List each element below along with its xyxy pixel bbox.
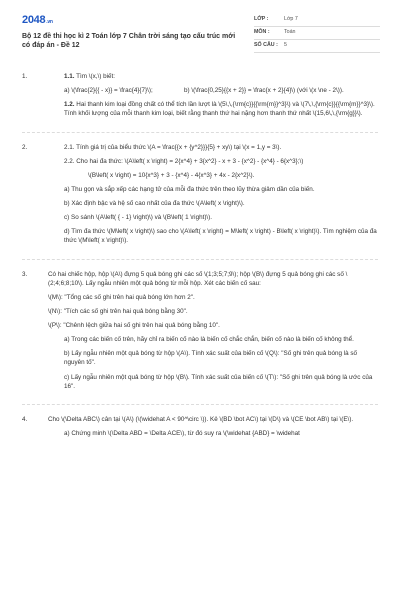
event-m: \(M\): "Tổng các số ghi trên hai quả bóng lớn hơn 2". [48, 293, 195, 301]
sub-question-b: b) Lấy ngẫu nhiên một quả bóng từ hộp \(A\). Tính xác suất của biến cố \(Q\): "Số ghi trên quả bóng là số nguyên tố". [64, 350, 358, 367]
meta-row-count [254, 40, 380, 53]
question-part: 2.2. Cho hai đa thức: \(A\left( x \right) = 2{x^4} + 3{x^2} - x + 3 - {x^2} - {x^4} - 6{x^3};\) [64, 157, 304, 165]
question-number: 1. [22, 73, 28, 80]
document-title: Bộ 12 đề thi học kì 2 Toán lớp 7 Chân trời sáng tạo cấu trúc mới có đáp án - Đề 12 [22, 33, 236, 49]
question-number: 3. [22, 270, 28, 278]
event-n: \(N\): "Tích các số ghi trên hai quả bóng bằng 30". [48, 307, 188, 315]
logo-suffix: .vn [46, 19, 53, 25]
sub-question-c: c) So sánh \(A\left( { - 1} \right)\) và \(B\left( 1 \right)\). [64, 214, 213, 222]
event-p: \(P\): "Chênh lệch giữa hai số ghi trên hai quả bóng bằng 10". [48, 322, 220, 329]
question-intro: Cho \(\Delta ABC\) cân tại \(A\) (\(\widehat A < 90^\circ \)). Kẻ \(BD \bot AC\) tại \(D\) và \(CE \bot AB\) tại \(E\). [48, 415, 354, 423]
question-3 [22, 270, 378, 396]
header-left [22, 14, 254, 64]
meta-label: LỚP : [254, 16, 269, 23]
meta-label: MÔN : [254, 29, 270, 36]
question-part [48, 72, 378, 81]
question-number: 4. [22, 415, 28, 423]
part-label: 1.2. [64, 101, 75, 109]
question-body [48, 143, 378, 251]
question-body [48, 270, 378, 396]
question-list [22, 72, 378, 443]
sub-question-d: d) Tìm đa thức \(M\left( x \right)\) sao cho \(A\left( x \right) = M\left( x \right) - B\left( x \right)\). Tìm nghiệm của đa thức \(M\left( x \right)\). [64, 228, 377, 245]
meta-label: SỐ CÂU : [254, 42, 278, 49]
sub-question-a: a) Chứng minh \(\Delta ABD = \Delta ACE\), từ đó suy ra \(\widehat {ABD} = \widehat [64, 429, 300, 437]
question-body [48, 72, 378, 124]
part-label: 1.1. [64, 73, 75, 80]
question-4 [22, 415, 378, 443]
sub-question-c: c) Lấy ngẫu nhiên một quả bóng từ hộp \(B\). Tính xác suất của biến cố \(T\): "Số ghi trên quả bóng là ước của 16". [64, 373, 373, 390]
question-part: 2.1. Tính giá trị của biểu thức \(A = \frac{{x + {y^2}}}{5} + xy\) tại \(x = 1,y = 3\). [64, 143, 282, 151]
sub-question-row [48, 86, 378, 95]
meta-value: 5 [284, 42, 287, 49]
site-logo[interactable] [22, 14, 254, 28]
document-header [22, 14, 378, 64]
meta-value: Lớp 7 [284, 16, 298, 23]
part-text: Tìm \(x,\) biết: [74, 73, 115, 80]
sub-question-a: a) Thu gọn và sắp xếp các hạng tử của mỗi đa thức trên theo lũy thừa giảm dần của biến. [64, 185, 315, 193]
logo-text: 2048 [22, 14, 46, 26]
meta-value: Toán [284, 29, 296, 36]
part-text: Hai thanh kim loại đồng chất có thể tích lần lượt là \(5\,\,{\rm{c}}{{\rm{m}}^3}\) và \(7\,\,{\rm{c}}{{\rm{m}}^3}\). Tính khối lượng của mỗi thanh kim loại, biết rằng thanh thứ hai nặng hơn thanh thứ nhất \(15,6\,\,{\rm{g}}\). [64, 101, 375, 118]
sub-question-a: a) Trong các biến cố trên, hãy chỉ ra biến cố nào là biến cố chắc chắn, biến cố nào là biến cố không thể. [64, 336, 354, 344]
divider [22, 404, 378, 405]
question-part: \(B\left( x \right) = 10{x^3} + 3 - {x^4} - 4{x^3} + 4x - 2{x^2}\). [88, 171, 255, 179]
meta-row-subject [254, 27, 380, 40]
question-2 [22, 143, 378, 251]
sub-question-a: a) \(\frac{2}{{ - x}} = \frac{4}{7}\); [64, 87, 153, 95]
question-part [48, 100, 378, 118]
sub-question-b: b) Xác định bậc và hệ số cao nhất của đa thức \(A\left( x \right)\). [64, 200, 245, 207]
question-number: 2. [22, 143, 28, 151]
question-1 [22, 72, 378, 124]
question-intro: Có hai chiếc hộp, hộp \(A\) đựng 5 quả bóng ghi các số \(1;3;5;7;9\); hộp \(B\) đựng 5 quả bóng ghi các số \(2;4;6;8;10\). Lấy ngẫu nhiên một quả bóng từ mỗi hộp. Xét các biến cố sau: [48, 270, 348, 287]
meta-table [254, 14, 380, 53]
meta-row-class [254, 14, 380, 27]
divider [22, 259, 378, 260]
question-body [48, 415, 378, 443]
divider [22, 132, 378, 133]
sub-question-b: b) \(\frac{0,25}{{x + 2}} = \frac{x + 2}{4}\) (với \(x \ne - 2\)). [184, 87, 344, 95]
